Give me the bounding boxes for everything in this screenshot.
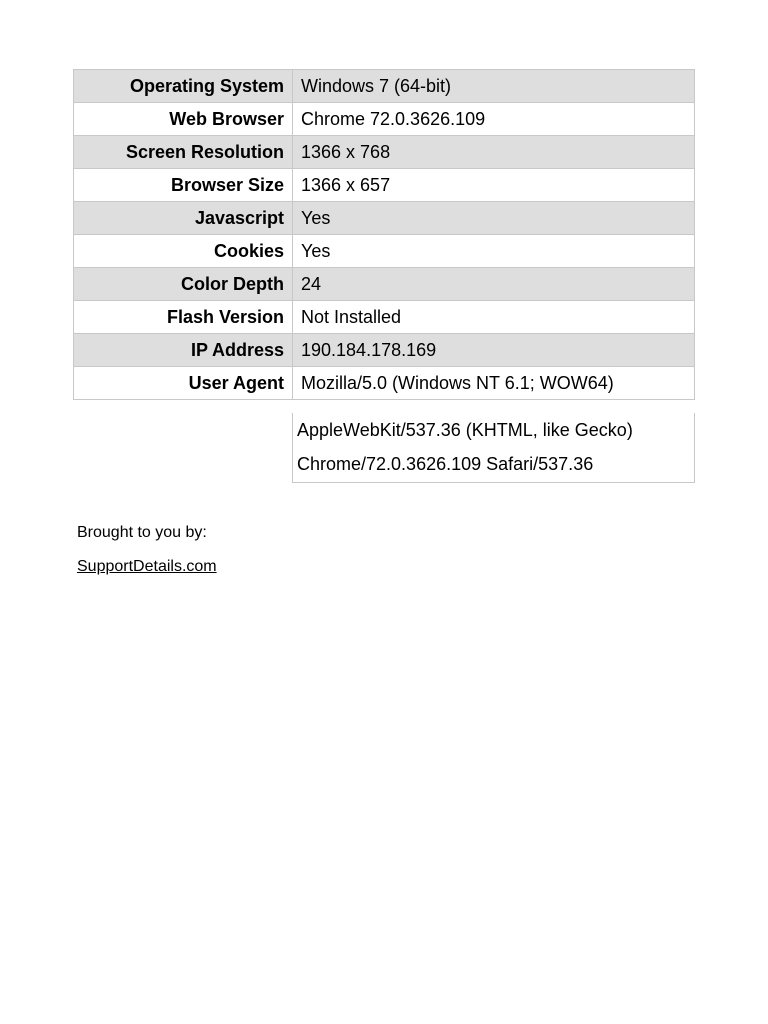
value-operating-system: Windows 7 (64-bit) bbox=[293, 70, 695, 103]
row-web-browser bbox=[74, 103, 695, 136]
label-user-agent: User Agent bbox=[74, 367, 293, 400]
row-user-agent bbox=[74, 367, 695, 400]
credits-intro: Brought to you by: bbox=[77, 524, 207, 541]
label-screen-resolution: Screen Resolution bbox=[74, 136, 293, 169]
value-color-depth: 24 bbox=[293, 268, 695, 301]
label-ip-address: IP Address bbox=[74, 334, 293, 367]
row-flash-version bbox=[74, 301, 695, 334]
row-javascript bbox=[74, 202, 695, 235]
row-color-depth bbox=[74, 268, 695, 301]
row-ip-address bbox=[74, 334, 695, 367]
label-color-depth: Color Depth bbox=[74, 268, 293, 301]
value-web-browser: Chrome 72.0.3626.109 bbox=[293, 103, 695, 136]
value-ip-address: 190.184.178.169 bbox=[293, 334, 695, 367]
row-browser-size bbox=[74, 169, 695, 202]
label-browser-size: Browser Size bbox=[74, 169, 293, 202]
supportdetails-link[interactable]: SupportDetails.com bbox=[77, 558, 217, 575]
row-operating-system bbox=[74, 70, 695, 103]
user-agent-line-3: Chrome/72.0.3626.109 Safari/537.36 bbox=[297, 454, 594, 474]
label-operating-system: Operating System bbox=[74, 70, 293, 103]
value-cookies: Yes bbox=[293, 235, 695, 268]
value-user-agent: Mozilla/5.0 (Windows NT 6.1; WOW64) bbox=[293, 367, 695, 400]
row-cookies bbox=[74, 235, 695, 268]
value-javascript: Yes bbox=[293, 202, 695, 235]
row-screen-resolution bbox=[74, 136, 695, 169]
user-agent-continuation bbox=[292, 413, 695, 483]
label-web-browser: Web Browser bbox=[74, 103, 293, 136]
label-cookies: Cookies bbox=[74, 235, 293, 268]
value-flash-version: Not Installed bbox=[293, 301, 695, 334]
user-agent-line-2: AppleWebKit/537.36 (KHTML, like Gecko) bbox=[297, 420, 633, 440]
value-screen-resolution: 1366 x 768 bbox=[293, 136, 695, 169]
label-flash-version: Flash Version bbox=[74, 301, 293, 334]
value-browser-size: 1366 x 657 bbox=[293, 169, 695, 202]
label-javascript: Javascript bbox=[74, 202, 293, 235]
credits bbox=[77, 521, 217, 589]
system-details-table bbox=[73, 69, 695, 400]
